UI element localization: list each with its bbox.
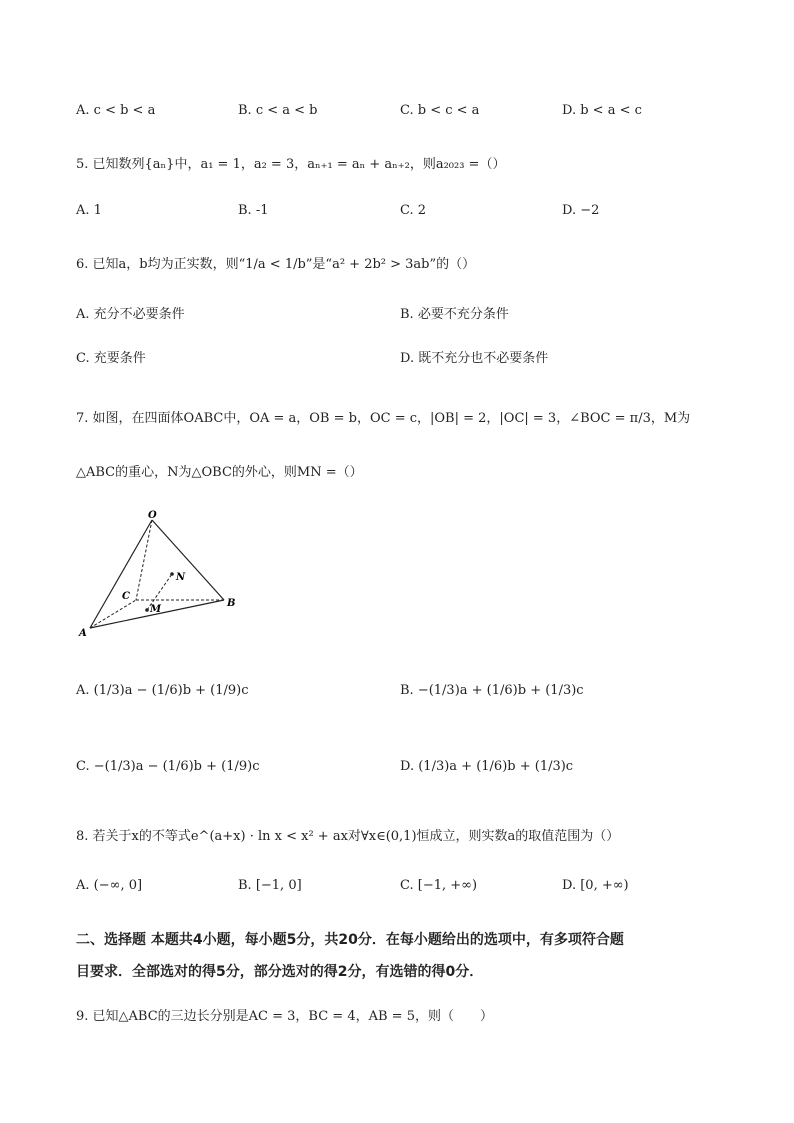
q5-option-d: D. −2 bbox=[562, 203, 600, 218]
q9-stem: 9. 已知△ABC的三边长分别是AC = 3，BC = 4，AB = 5，则（ ） bbox=[76, 1009, 493, 1024]
q8-option-a: A. (−∞, 0] bbox=[76, 878, 143, 893]
q6-stem: 6. 已知a，b均为正实数，则“1/a < 1/b”是“a² + 2b² > 3ab”的（） bbox=[76, 257, 476, 272]
q7-option-b: B. −(1/3)a + (1/6)b + (1/3)c bbox=[400, 683, 584, 698]
q6-option-d: D. 既不充分也不必要条件 bbox=[400, 351, 549, 366]
q4-option-d: D. b < a < c bbox=[562, 103, 642, 118]
q7-stem-line2: △ABC的重心，N为△OBC的外心，则MN =（） bbox=[76, 465, 363, 480]
q8-option-b: B. [−1, 0] bbox=[238, 878, 302, 893]
q5-stem: 5. 已知数列{aₙ}中，a₁ = 1，a₂ = 3，aₙ₊₁ = aₙ + aₙ₊₂，则a₂₀₂₃ =（） bbox=[76, 157, 506, 172]
q6-option-a: A. 充分不必要条件 bbox=[76, 307, 185, 322]
q5-option-c: C. 2 bbox=[400, 203, 427, 218]
q8-option-d: D. [0, +∞) bbox=[562, 878, 629, 893]
edge-oa bbox=[90, 520, 152, 628]
q7-stem-line1: 7. 如图，在四面体OABC中，OA = a，OB = b，OC = c，|OB| = 2，|OC| = 3，∠BOC = π/3，M为 bbox=[76, 411, 691, 426]
q5-option-b: B. -1 bbox=[238, 203, 269, 218]
section-heading-line2: 目要求．全部选对的得5分，部分选对的得2分，有选错的得0分． bbox=[76, 964, 484, 980]
point-n bbox=[170, 572, 174, 576]
q7-option-c: C. −(1/3)a − (1/6)b + (1/9)c bbox=[76, 759, 260, 774]
edge-oc bbox=[136, 520, 152, 600]
q6-option-c: C. 充要条件 bbox=[76, 351, 146, 366]
label-b: B bbox=[227, 598, 236, 609]
label-n: N bbox=[176, 572, 186, 583]
q7-option-d: D. (1/3)a + (1/6)b + (1/3)c bbox=[400, 759, 574, 774]
label-c: C bbox=[122, 591, 130, 602]
label-m: M bbox=[150, 604, 162, 615]
section-heading-line1: 二、选择题 本题共4小题，每小题5分，共20分．在每小题给出的选项中，有多项符合题 bbox=[76, 932, 624, 948]
q4-option-c: C. b < c < a bbox=[400, 103, 480, 118]
q5-option-a: A. 1 bbox=[76, 203, 102, 218]
q6-option-b: B. 必要不充分条件 bbox=[400, 307, 509, 322]
q8-stem: 8. 若关于x的不等式e^(a+x) · ln x < x² + ax对∀x∈(0,1)恒成立，则实数a的取值范围为（） bbox=[76, 829, 620, 844]
q8-option-c: C. [−1, +∞) bbox=[400, 878, 478, 893]
point-m bbox=[145, 608, 149, 612]
q4-option-b: B. c < a < b bbox=[238, 103, 318, 118]
q4-option-a: A. c < b < a bbox=[76, 103, 156, 118]
label-a: A bbox=[79, 628, 87, 639]
tetrahedron-figure bbox=[76, 508, 246, 640]
q7-option-a: A. (1/3)a − (1/6)b + (1/9)c bbox=[76, 683, 249, 698]
label-o: O bbox=[148, 510, 157, 521]
